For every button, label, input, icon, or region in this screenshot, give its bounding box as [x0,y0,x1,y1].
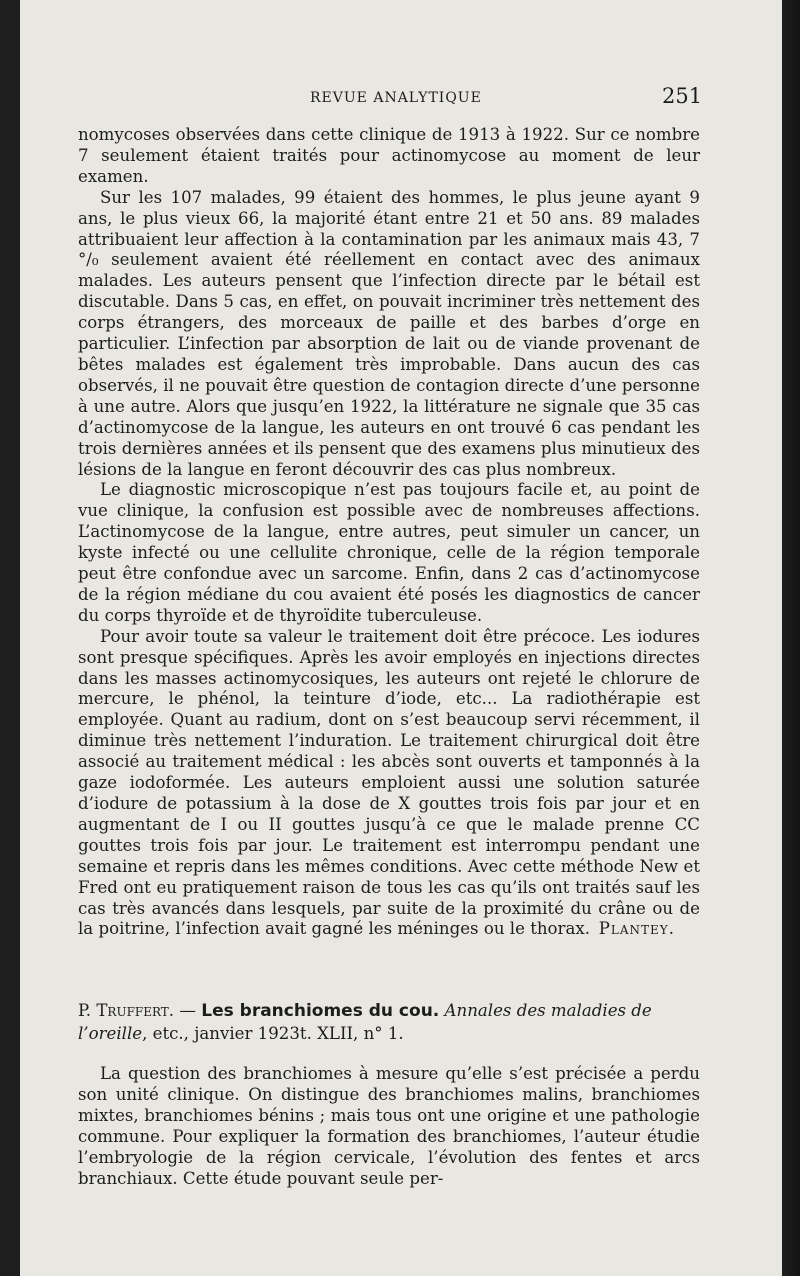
paragraph: nomycoses observées dans cette clinique de 1913 à 1922. Sur ce nombre 7 seulement étaient traités pour actinomycose au moment de leur examen. [78,125,700,186]
running-title: REVUE ANALYTIQUE [310,90,482,106]
article-actinomycose [78,125,700,940]
paragraph: Le diagnostic microscopique n’est pas toujours facile et, au point de vue clinique, la confusion est possible avec de nombreuses affections. L’actinomycose de la langue, entre autres, peut simuler un cancer, un kyste infecté ou une cellulite chronique, celle de la région temporale peut être confondue avec un sarcome. Enfin, dans 2 cas d’actinomycose de la région médiane du cou avaient été posés les diagnostics de cancer du corps thyroïde et de thyroïdite tuberculeuse. [78,480,700,625]
paragraph: Sur les 107 malades, 99 étaient des hommes, le plus jeune ayant 9 ans, le plus vieux 66, la majorité étant entre 21 et 50 ans. 89 malades attribuaient leur affection à la contamination par les animaux mais 43, 7 °/₀ seulement avaient été réellement en contact avec des animaux malades. Les auteurs pensent que l’infection directe par le bétail est discutable. Dans 5 cas, en effet, on pouvait incriminer très nettement des corps étrangers, des morceaux de paille et des barbes d’orge en particulier. L’infection par absorption de lait ou de viande provenant de bêtes malades est également très improbable. Dans aucun des cas observés, il ne pouvait être question de contagion directe d’une personne à une autre. Alors que jusqu’en 1922, la littérature ne signale que 35 cas d’actinomycose de la langue, les auteurs en ont trouvé 6 cas pendant les trois dernières années et ils pensent que des examens plus minutieux des lésions de la langue en feront découvrir des cas plus nombreux. [78,187,700,479]
reviewer-signature: Plantey. [598,919,675,939]
review-heading [78,1000,700,1044]
review-author: P. Truffert. [78,1001,175,1020]
paragraph: La question des branchiomes à mesure qu’elle s’est précisée a perdu son unité clinique. On distingue des branchiomes malins, branchiomes mixtes, branchiomes bénins ; mais tous ont une origine et une pathologie commune. Pour expliquer la formation des branchiomes, l’auteur étudie l’embryologie de la région cervicale, l’évolution des fentes et arcs branchiaux. Cette étude pouvant seule per- [78,1064,700,1188]
heading-dash: — [174,1001,202,1020]
review-citation: , etc., janvier 1923t. XLII, n° 1. [142,1023,404,1043]
page-edge-shadow [782,0,800,1276]
review-title: Les branchiomes du cou. [201,1001,440,1021]
page-number: 251 [662,84,703,108]
scanned-page [20,0,782,1276]
review-journal: Annales des maladies de l’oreille [78,1001,652,1043]
paragraph: Pour avoir toute sa valeur le traitement doit être précoce. Les iodures sont presque spécifiques. Après les avoir employés en injections directes dans les masses actinomycosiques, les auteurs ont rejeté le chlorure de mercure, le phénol, la teinture d’iode, etc... La radiothérapie est employée. Quant au radium, dont on s’est beaucoup servi récemment, il diminue très nettement l’induration. Le traitement chirurgical doit être associé au traitement médical : les abcès sont ouverts et tamponnés à la gaze iodoformée. Les auteurs emploient aussi une solution saturée d’iodure de potassium à la dose de X gouttes trois fois par jour et en augmentant de I ou II gouttes jusqu’à ce que le malade prenne CC gouttes trois fois par jour. Le traitement est interrompu pendant une semaine et repris dans les mêmes conditions. Avec cette méthode New et Fred ont eu pratiquement raison de tous les cas qu’ils ont traités sauf les cas très avancés dans lesquels, par suite de la proximité du crâne ou de la poitrine, l’infection avait gagné les méninges ou le thorax. [78,626,700,939]
article-branchiomes [78,1064,700,1189]
